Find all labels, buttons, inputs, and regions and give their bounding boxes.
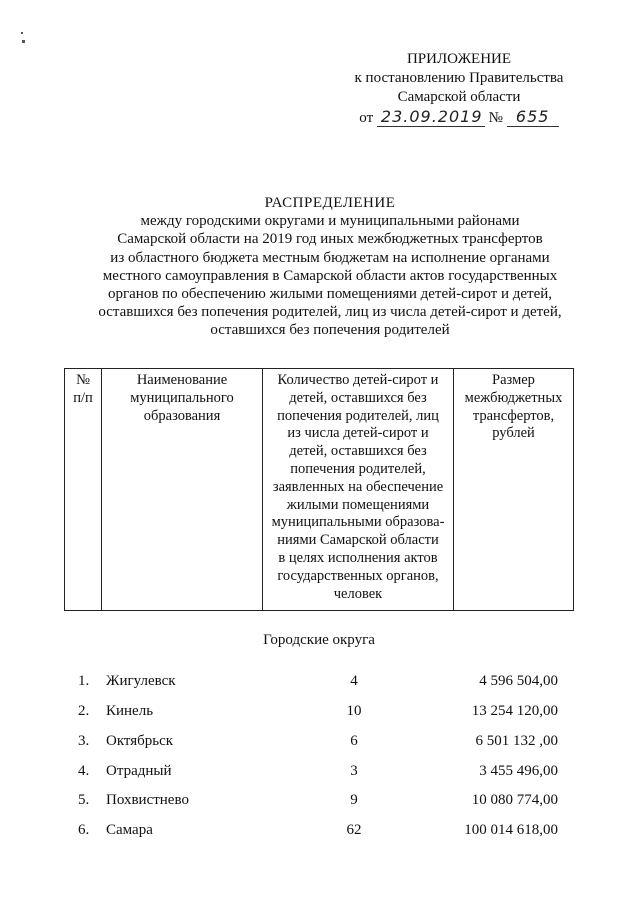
row-amount: 6 501 132 ,00 xyxy=(475,733,558,749)
appendix-line-2: Самарской области xyxy=(397,89,521,105)
table-header xyxy=(64,368,574,611)
header-text: жилыми помещениями xyxy=(286,496,430,513)
title-heading: РАСПРЕДЕЛЕНИЕ xyxy=(264,195,396,211)
row-number: 4. xyxy=(78,763,90,779)
header-text: детей, оставшихся без xyxy=(289,389,427,406)
header-text: муниципальными образова- xyxy=(271,514,445,531)
header-text: в целях исполнения актов xyxy=(278,549,438,566)
row-number: 5. xyxy=(78,792,90,808)
title-line: оставшихся без попечения родителей xyxy=(210,322,450,339)
row-count: 3 xyxy=(350,763,358,779)
header-text: Размер xyxy=(492,372,535,388)
table-row xyxy=(64,763,574,783)
header-text: трансфертов, xyxy=(472,407,555,424)
table-row xyxy=(64,703,574,723)
title-line: органов по обеспечению жилыми помещениями детей-сирот и детей, xyxy=(107,286,553,303)
appendix-block xyxy=(330,50,588,128)
date-prefix: от xyxy=(359,110,374,126)
row-number: 6. xyxy=(78,822,90,838)
appendix-date-line xyxy=(330,107,588,128)
row-number: 3. xyxy=(78,733,90,749)
document-title xyxy=(70,194,590,340)
handwritten-date: 23.09.2019 xyxy=(377,107,485,127)
row-count: 62 xyxy=(346,822,362,838)
header-number xyxy=(65,369,102,611)
header-count xyxy=(263,369,454,611)
section-title: Городские округа xyxy=(263,632,375,648)
row-name: Октябрьск xyxy=(106,733,174,749)
header-text: попечения родителей, лиц xyxy=(277,407,439,424)
header-text: рублей xyxy=(492,425,535,442)
scan-speck xyxy=(22,40,25,43)
header-text: государственных органов, xyxy=(277,567,439,584)
title-line: местного самоуправления в Самарской области актов государственных xyxy=(102,267,558,284)
title-line: Самарской области на 2019 год иных межбюджетных трансфертов xyxy=(117,231,543,248)
row-count: 6 xyxy=(350,733,358,749)
row-number: 2. xyxy=(78,703,90,719)
table-row xyxy=(64,792,574,812)
header-text: Наименование xyxy=(136,372,228,388)
handwritten-number: 655 xyxy=(507,107,559,127)
header-text: заявленных на обеспечение xyxy=(272,478,444,495)
title-line: между городскими округами и муниципальными районами xyxy=(140,213,520,230)
row-count: 4 xyxy=(350,673,358,689)
row-amount: 13 254 120,00 xyxy=(471,703,558,719)
row-name: Жигулевск xyxy=(106,673,176,689)
row-count: 10 xyxy=(346,703,362,719)
row-amount: 10 080 774,00 xyxy=(471,792,558,808)
row-amount: 3 455 496,00 xyxy=(479,763,558,779)
header-text: человек xyxy=(333,585,383,602)
number-prefix: № xyxy=(488,110,503,126)
row-count: 9 xyxy=(350,792,358,808)
header-text: № xyxy=(76,372,90,388)
header-amount xyxy=(454,369,574,611)
row-name: Самара xyxy=(106,822,153,838)
table-row xyxy=(64,822,574,842)
header-text: ниями Самарской области xyxy=(277,532,439,549)
header-text: п/п xyxy=(73,389,93,406)
header-text: Количество детей-сирот и xyxy=(277,372,439,388)
row-name: Похвистнево xyxy=(106,792,189,808)
header-text: муниципального xyxy=(130,389,234,406)
header-municipality xyxy=(102,369,263,611)
table-row xyxy=(64,673,574,693)
title-line: оставшихся без попечения родителей, лиц из числа детей-сирот и детей, xyxy=(98,304,562,321)
appendix-label: ПРИЛОЖЕНИЕ xyxy=(406,51,512,67)
row-amount: 100 014 618,00 xyxy=(464,822,558,838)
row-amount: 4 596 504,00 xyxy=(479,673,558,689)
header-text: попечения родителей, xyxy=(290,460,426,477)
row-name: Кинель xyxy=(106,703,154,719)
row-number: 1. xyxy=(78,673,90,689)
row-name: Отрадный xyxy=(106,763,172,779)
scan-speck xyxy=(21,32,23,34)
header-text: межбюджетных xyxy=(464,389,563,406)
table-row xyxy=(64,733,574,753)
header-text: образования xyxy=(143,407,221,424)
header-text: детей, оставшихся без xyxy=(289,443,427,460)
appendix-line-1: к постановлению Правительства xyxy=(354,70,564,86)
header-text: из числа детей-сирот и xyxy=(287,425,429,442)
title-line: из областного бюджета местным бюджетам на исполнение органами xyxy=(110,249,550,266)
